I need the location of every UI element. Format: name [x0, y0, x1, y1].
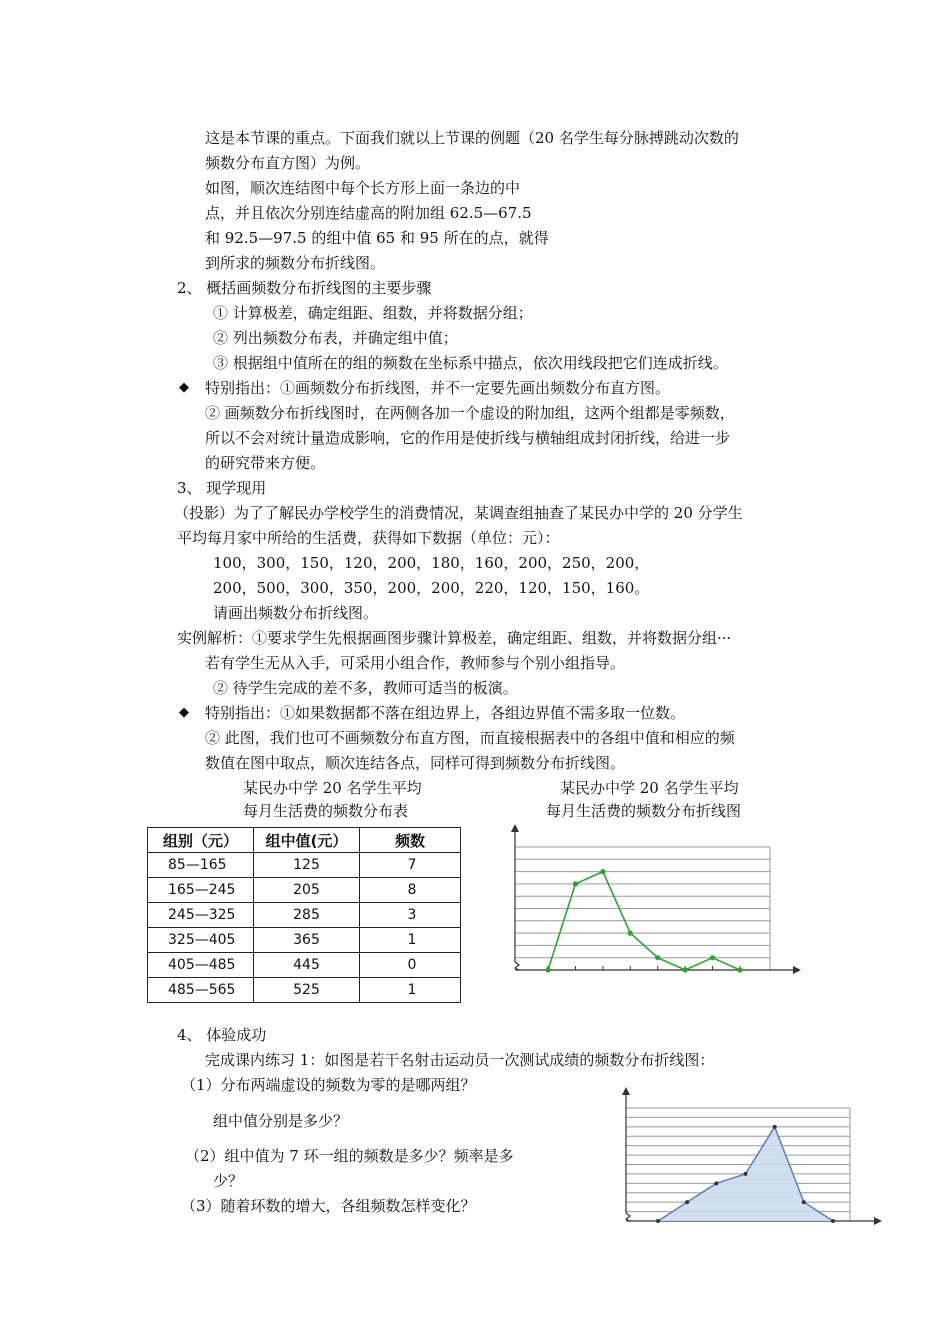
note-3: 特别指出：①如果数据都不落在组边界上，各组边界值不需多取一位数。	[205, 704, 686, 722]
data-point	[710, 955, 715, 960]
data-line-1: 100，300，150，120，200，180，160，200，250，200，	[213, 554, 650, 572]
question-3: （3）随着环数的增大，各组频数怎样变化？	[181, 1197, 476, 1215]
section-4-heading: 4、 体验成功	[177, 1026, 267, 1044]
data-point	[628, 931, 633, 936]
note-2a: ② 画频数分布折线图时，在两侧各加一个虚设的附加组，这两个组都是零频数，	[205, 404, 735, 422]
table-row	[148, 928, 461, 953]
cell-group: 245—325	[148, 903, 254, 928]
problem-ask: 请画出频数分布折线图。	[213, 604, 379, 622]
problem-line-2: 平均每月家中所给的生活费，获得如下数据（单位：元）：	[177, 529, 560, 547]
cell-group: 165—245	[148, 878, 254, 903]
cell-frequency: 7	[360, 853, 461, 878]
question-1b: 组中值分别是多少？	[213, 1112, 349, 1130]
note-4b: 数值在图中取点，顺次连结各点，同样可得到频数分布折线图。	[205, 754, 626, 772]
problem-line-1: （投影）为了了解民办学校学生的消费情况，某调查组抽查了某民办中学的 20 分学生	[174, 504, 743, 522]
data-point	[655, 955, 660, 960]
diamond-bullet-icon: ◆	[179, 380, 189, 395]
data-point	[744, 1172, 748, 1176]
intro-line-3: 如图，顺次连结图中每个长方形上面一条边的中	[205, 179, 521, 197]
section-2-heading: 2、 概括画频数分布折线图的主要步骤	[177, 279, 432, 297]
cell-midpoint: 525	[254, 978, 360, 1003]
analysis-2: 若有学生无从入手，可采用小组合作，教师参与个别小组指导。	[205, 654, 626, 672]
cell-group: 325—405	[148, 928, 254, 953]
note-1: 特别指出：①画频数分布折线图，并不一定要先画出频数分布直方图。	[205, 379, 671, 397]
data-point	[545, 967, 550, 972]
data-point	[737, 967, 742, 972]
cell-frequency: 1	[360, 928, 461, 953]
cell-midpoint: 205	[254, 878, 360, 903]
header-midpoint: 组中值(元）	[254, 828, 360, 853]
intro-line-4: 点，并且依次分别连结虚高的附加组 62.5—67.5	[205, 204, 532, 222]
cell-midpoint: 285	[254, 903, 360, 928]
analysis-1: 实例解析：①要求学生先根据画图步骤计算极差，确定组距、组数，并将数据分组···	[177, 629, 732, 647]
intro-line-1: 这是本节课的重点。下面我们就以上节课的例题（20 名学生每分脉搏跳动次数的	[205, 129, 739, 147]
note-2c: 的研究带来方便。	[205, 454, 326, 472]
data-point	[656, 1219, 660, 1223]
table-row	[148, 878, 461, 903]
note-4a: ② 此图，我们也可不画频数分布直方图，而直接根据表中的各组中值和相应的频	[205, 729, 735, 747]
cell-midpoint: 125	[254, 853, 360, 878]
y-axis-arrow-icon	[622, 1087, 630, 1095]
intro-line-6: 到所求的频数分布折线图。	[205, 254, 386, 272]
table-row	[148, 953, 461, 978]
section-3-heading: 3、 现学现用	[177, 479, 267, 497]
expense-frequency-polygon-chart	[505, 822, 805, 987]
question-2b: 少？	[213, 1172, 244, 1190]
step-3: ③ 根据组中值所在的组的频数在坐标系中描点，依次用线段把它们连成折线。	[213, 354, 728, 372]
data-point	[683, 967, 688, 972]
table-row	[148, 903, 461, 928]
analysis-3: ② 待学生完成的差不多，教师可适当的板演。	[213, 679, 518, 697]
x-axis-arrow-icon	[874, 1217, 882, 1225]
y-axis-arrow-icon	[511, 824, 519, 832]
table-caption-2: 每月生活费的频数分布表	[243, 802, 409, 820]
step-1: ① 计算极差，确定组距、组数，并将数据分组；	[213, 304, 533, 322]
data-point	[802, 1200, 806, 1204]
frequency-table	[147, 827, 461, 1003]
question-1a: （1）分布两端虚设的频数为零的是哪两组？	[181, 1076, 476, 1094]
data-point	[831, 1219, 835, 1223]
table-caption-1: 某民办中学 20 名学生平均	[243, 779, 422, 797]
cell-frequency: 1	[360, 978, 461, 1003]
table-row	[148, 853, 461, 878]
intro-line-2: 频数分布直方图）为例。	[205, 154, 371, 172]
shooting-score-frequency-chart	[618, 1085, 888, 1240]
data-point	[573, 881, 578, 886]
axis-break-icon	[626, 1213, 630, 1221]
cell-group: 405—485	[148, 953, 254, 978]
data-point	[685, 1200, 689, 1204]
header-group: 组别（元）	[148, 828, 254, 853]
cell-midpoint: 445	[254, 953, 360, 978]
exercise-intro: 完成课内练习 1：如图是若干名射击运动员一次测试成绩的频数分布折线图：	[205, 1051, 715, 1069]
axis-break-icon	[515, 962, 519, 970]
table-row	[148, 978, 461, 1003]
cell-midpoint: 365	[254, 928, 360, 953]
step-2: ② 列出频数分布表，并确定组中值；	[213, 329, 458, 347]
cell-frequency: 3	[360, 903, 461, 928]
question-2a: （2）组中值为 7 环一组的频数是多少？频率是多	[185, 1147, 514, 1165]
cell-frequency: 8	[360, 878, 461, 903]
cell-group: 485—565	[148, 978, 254, 1003]
cell-group: 85—165	[148, 853, 254, 878]
header-frequency: 频数	[360, 828, 461, 853]
note-2b: 所以不会对统计量造成影响，它的作用是使折线与横轴组成封闭折线，给进一步	[205, 429, 731, 447]
table-header-row	[148, 828, 461, 853]
x-axis-arrow-icon	[793, 966, 801, 974]
chart-caption-1: 某民办中学 20 名学生平均	[560, 779, 739, 797]
intro-line-5: 和 92.5—97.5 的组中值 65 和 95 所在的点，就得	[205, 229, 549, 247]
data-line-2: 200，500，300，350，200，200，220，120，150，160。	[213, 579, 650, 597]
data-point	[600, 869, 605, 874]
diamond-bullet-icon: ◆	[179, 705, 189, 720]
data-point	[773, 1125, 777, 1129]
data-point	[714, 1181, 718, 1185]
chart-caption-2: 每月生活费的频数分布折线图	[546, 802, 742, 820]
cell-frequency: 0	[360, 953, 461, 978]
